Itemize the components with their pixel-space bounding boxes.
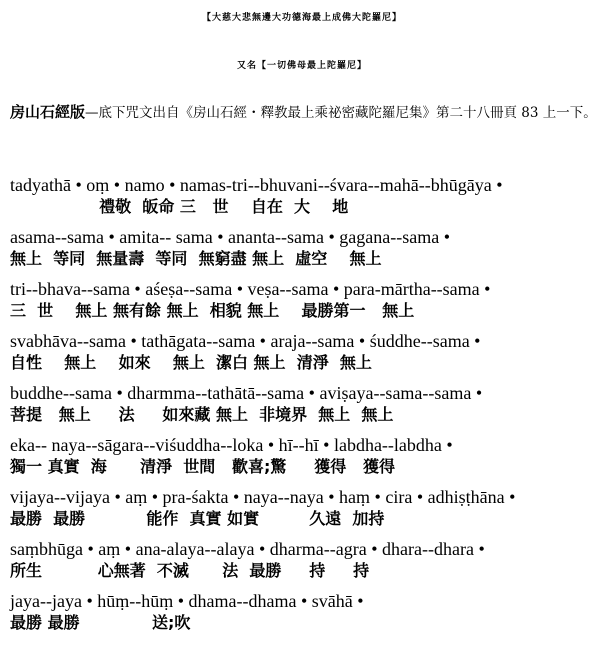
chinese-gloss: 無上 等同 無量壽 等同 無窮盡 無上 虛空 無上 [10,249,382,268]
verse-line [10,278,600,322]
verse-line [10,486,600,530]
source-text: —底下咒文出自《房山石經・釋教最上乘祕密藏陀羅尼集》第二十八冊頁 83 上一下。 [85,105,597,121]
chinese-gloss: 自性 無上 如來 無上 潔白 無上 清淨 無上 [10,353,372,372]
source-name: 房山石經版 [10,103,86,121]
chinese-gloss: 獨一 真實 海 清淨 世間 歡喜;驚 獲得 獲得 [10,457,395,476]
sanskrit-transliteration: asama--sama • amita-- sama • ananta--sama • gagana--sama • [10,227,450,247]
chinese-gloss: 最勝 最勝 能作 真實 如實 久遠 加持 [10,509,385,528]
chinese-gloss: 最勝 最勝 送;吹 [10,613,191,632]
verse-line [10,590,600,634]
sanskrit-transliteration: buddhe--sama • dharmma--tathātā--sama • aviṣaya--sama--sama • [10,383,483,403]
verse-line [10,226,600,270]
source-note [10,102,598,124]
sanskrit-transliteration: jaya--jaya • hūṃ--hūṃ • dhama--dhama • svāhā • [10,591,364,611]
chinese-gloss: 所生 心無著 不滅 法 最勝 持 持 [10,561,370,580]
chinese-gloss: 禮敬 皈命 三 世 自在 大 地 [10,197,349,216]
chinese-gloss: 三 世 無上 無有餘 無上 相貌 無上 最勝第一 無上 [10,301,415,320]
verse-line [10,330,600,374]
verse-line [10,174,600,218]
sanskrit-transliteration: tri--bhava--sama • aśeṣa--sama • veṣa--sama • para-mārtha--sama • [10,279,491,299]
verse-line [10,434,600,478]
verse-line [10,538,600,582]
sanskrit-transliteration: saṃbhūga • aṃ • ana-alaya--alaya • dharma--agra • dhara--dhara • [10,539,485,559]
sanskrit-transliteration: svabhāva--sama • tathāgata--sama • araja--sama • śuddhe--sama • [10,331,481,351]
chinese-gloss: 菩提 無上 法 如來藏 無上 非境界 無上 無上 [10,405,394,424]
document-title: 【大慈大悲無邊大功德海最上成佛大陀羅尼】 [201,13,402,23]
document-subtitle: 又名【一切佛母最上陀羅尼】 [236,61,367,71]
verse-line [10,382,600,426]
sanskrit-transliteration: eka-- naya--sāgara--viśuddha--loka • hī--hī • labdha--labdha • [10,435,453,455]
sanskrit-transliteration: vijaya--vijaya • aṃ • pra-śakta • naya--naya • haṃ • cira • adhiṣṭhāna • [10,487,516,507]
sanskrit-transliteration: tadyathā • oṃ • namo • namas-tri--bhuvani--śvara--mahā--bhūgāya • [10,175,503,195]
